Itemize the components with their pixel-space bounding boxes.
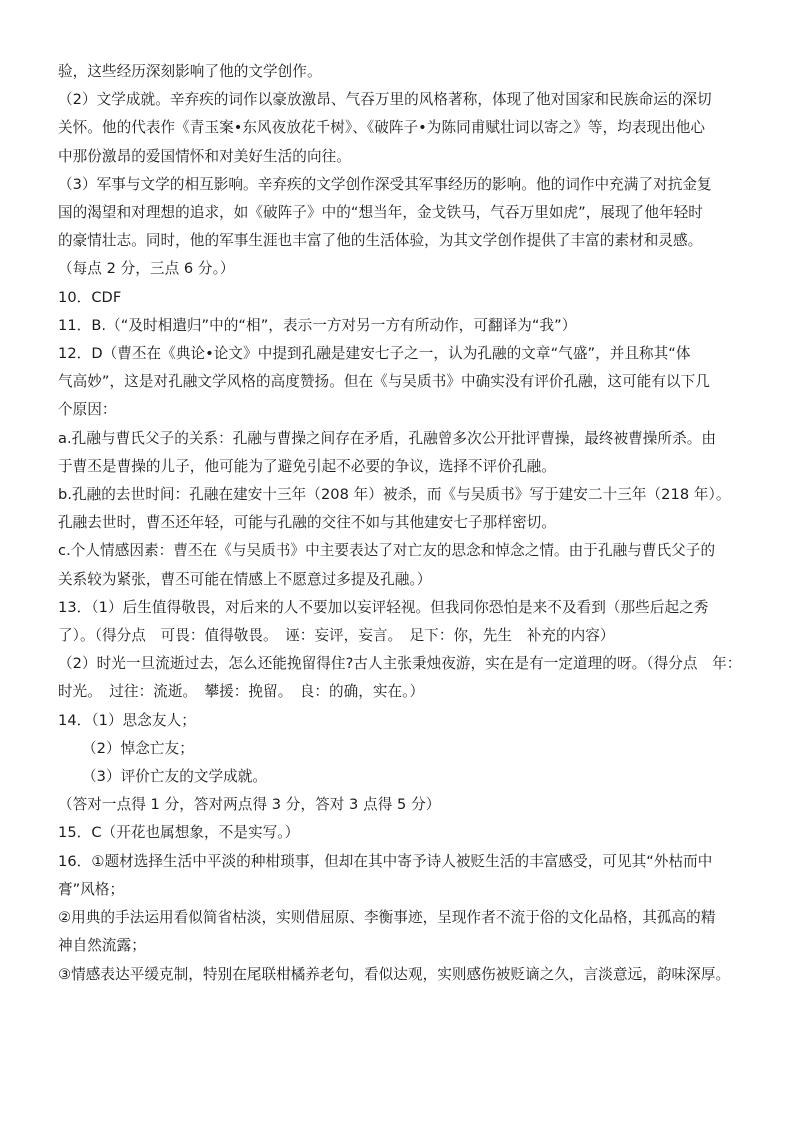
- text-line: 关怀。他的代表作《青玉案•东风夜放花千树》、《破阵子•为陈同甫赋壮词以寄之》等，均表现出他心: [58, 119, 706, 137]
- text-line: 了）。（得分点 可畏：值得敬畏。 诬：妄评，妄言。 足下：你，先生 补充的内容）: [58, 627, 615, 645]
- text-line: b.孔融的去世时间：孔融在建安十三年（208 年）被杀，而《与吴质书》写于建安二十三年（218 年）。: [58, 486, 731, 504]
- text-line: 11．B.（“及时相遣归”中的“相”，表示一方对另一方有所动作，可翻译为“我”）: [58, 316, 577, 334]
- text-line: 14．（1）思念友人；: [58, 711, 196, 729]
- text-line: 验，这些经历深刻影响了他的文学创作。: [58, 63, 322, 80]
- text-line: 神自然流露；: [58, 937, 146, 955]
- answer-text: [58, 58, 756, 989]
- text-line: 10．CDF: [58, 288, 122, 306]
- text-line: （每点 2 分，三点 6 分。）: [58, 260, 235, 278]
- text-line: ③情感表达平缓克制，特别在尾联柑橘养老句，看似达观，实则感伤被贬谪之久，言淡意远，韵味深厚。: [58, 965, 731, 983]
- text-line: 中那份激昂的爱国情怀和对美好生活的向往。: [58, 147, 351, 165]
- text-line: 15．C（开花也属想象，不是实写。）: [58, 824, 300, 842]
- text-line: 关系较为紧张，曹丕可能在情感上不愿意过多提及孔融。）: [58, 570, 432, 588]
- text-line: （答对一点得 1 分，答对两点得 3 分，答对 3 点得 5 分）: [58, 796, 441, 814]
- text-line: 气高妙”，这是对孔融文学风格的高度赞扬。但在《与吴质书》中确实没有评价孔融，这可能有以下几: [58, 373, 710, 391]
- text-line: 于曹丕是曹操的儿子，他可能为了避免引起不必要的争议，选择不评价孔融。: [58, 457, 556, 475]
- text-line: 膏”风格；: [58, 880, 125, 898]
- text-line: 16．①题材选择生活中平淡的种柑琐事，但却在其中寄予诗人被贬生活的丰富感受，可见其“外枯而中: [58, 852, 713, 870]
- text-line: 国的渴望和对理想的追求，如《破阵子》中的“想当年，金戈铁马，气吞万里如虎”，展现了他年轻时: [58, 204, 703, 222]
- text-line: 的豪情壮志。同时，他的军事生涯也丰富了他的生活体验，为其文学创作提供了丰富的素材和灵感。: [58, 232, 703, 250]
- text-line: （3）军事与文学的相互影响。辛弃疾的文学创作深受其军事经历的影响。他的词作中充满了对抗金复: [58, 175, 712, 193]
- text-line: 孔融去世时，曹丕还年轻，可能与孔融的交往不如与其他建安七子那样密切。: [58, 514, 556, 532]
- text-line: ②用典的手法运用看似简省枯淡，实则借屈原、李衡事迹，呈现作者不流于俗的文化品格，其孤高的精: [58, 909, 716, 927]
- text-line: 12．D（曹丕在《典论•论文》中提到孔融是建安七子之一，认为孔融的文章“气盛”，并且称其“体: [58, 345, 691, 363]
- text-line: 时光。 过往：流逝。 攀援：挽留。 良：的确，实在。）: [58, 683, 425, 701]
- text-line: （2）文学成就。辛弃疾的词作以豪放激昂、气吞万里的风格著称，体现了他对国家和民族命运的深切: [58, 91, 712, 109]
- text-line: a.孔融与曹氏父子的关系：孔融与曹操之间存在矛盾，孔融曾多次公开批评曹操，最终被曹操所杀。由: [58, 429, 717, 447]
- text-line: c.个人情感因素：曹丕在《与吴质书》中主要表达了对亡友的思念和悼念之情。由于孔融与曹氏父子的: [58, 542, 716, 560]
- text-line: 个原因：: [58, 401, 117, 419]
- text-line: （2）时光一旦流逝过去，怎么还能挽留得住?古人主张秉烛夜游，实在是有一定道理的呀。（得分点 年：: [58, 655, 742, 673]
- text-line: （2）悼念亡友；: [82, 739, 194, 757]
- text-line: （3）评价亡友的文学成就。: [82, 768, 268, 786]
- text-line: 13．（1）后生值得敬畏，对后来的人不要加以妄评轻视。但我同你恐怕是来不及看到（那些后起之秀: [58, 598, 709, 616]
